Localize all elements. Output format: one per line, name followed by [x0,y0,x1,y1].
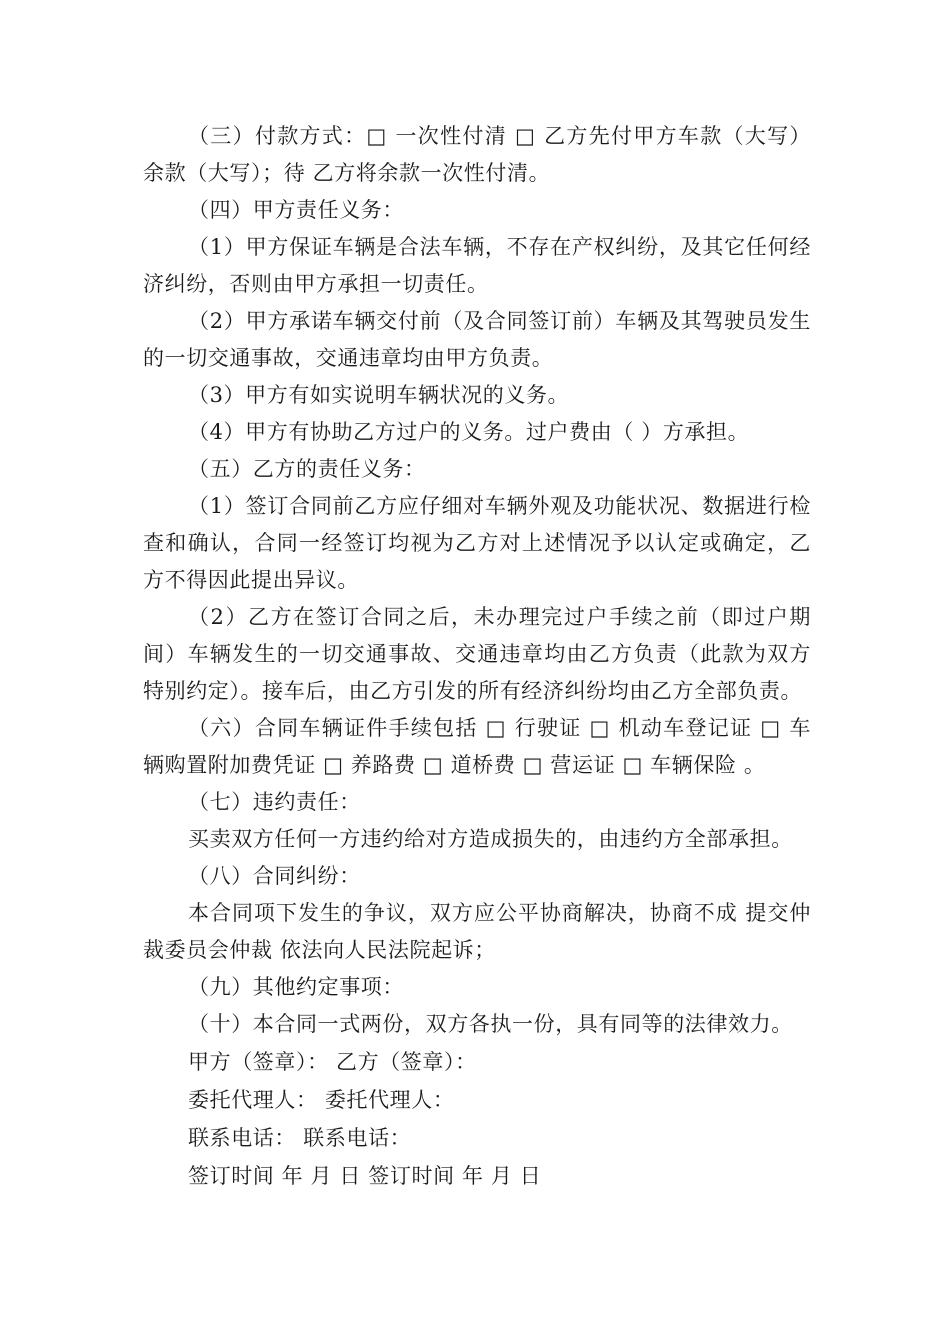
clause-party-a-item-4: （4）甲方有协助乙方过户的义务。过户费由（ ）方承担。 [188,420,750,444]
clause-party-b-item-1: （1）签订合同前乙方应仔细对车辆外观及功能状况、数据进行检查和确认，合同一经签订均视为乙方对上述情况予以认定或确定，乙方不得因此提出异议。 [143,494,811,592]
clause-dispute-text: 本合同项下发生的争议，双方应公平协商解决，协商不成 提交仲裁委员会仲裁 依法向人民法院起诉； [143,901,811,962]
signature-date-line: 签订时间 年 月 日 签订时间 年 月 日 [188,1164,542,1188]
signature-party-line: 甲方（签章）： 乙方（签章）： [188,1050,477,1074]
clause-copies: （十）本合同一式两份，双方各执一份，具有同等的法律效力。 [188,1012,793,1036]
signature-phone-line: 联系电话： 联系电话： [188,1126,412,1150]
clause-vehicle-documents: （六）合同车辆证件手续包括 □ 行驶证 □ 机动车登记证 □ 车辆购置附加费凭证 □ 养路费 □ 道桥费 □ 营运证 □ 车辆保险 。 [143,716,811,777]
clause-party-b-item-2: （2）乙方在签订合同之后，未办理完过户手续之前（即过户期间）车辆发生的一切交通事故、交通违章均由乙方负责（此款为双方特别约定）。接车后，由乙方引发的所有经济纠纷均由乙方全部负责。 [143,605,811,703]
clause-dispute-heading: （八）合同纠纷： [188,864,361,888]
clause-payment-method: （三）付款方式：□ 一次性付清 □ 乙方先付甲方车款（大写） 余款（大写）；待 乙方将余款一次性付清。 [143,124,811,185]
clause-party-a-item-3: （3）甲方有如实说明车辆状况的义务。 [188,383,570,407]
clause-breach-heading: （七）违约责任： [188,790,361,814]
clause-party-a-item-1: （1）甲方保证车辆是合法车辆，不存在产权纠纷，及其它任何经济纠纷，否则由甲方承担一切责任。 [143,235,811,296]
clause-other-matters: （九）其他约定事项： [188,975,404,999]
clause-breach-text: 买卖双方任何一方违约给对方造成损失的，由违约方全部承担。 [188,827,793,851]
clause-party-a-heading: （四）甲方责任义务： [188,198,404,222]
signature-agent-line: 委托代理人： 委托代理人： [188,1088,455,1112]
contract-page [143,118,811,1195]
signature-block [143,1043,811,1195]
clause-party-b-heading: （五）乙方的责任义务： [188,457,426,481]
clause-party-a-item-2: （2）甲方承诺车辆交付前（及合同签订前）车辆及其驾驶员发生的一切交通事故，交通违章均由甲方负责。 [143,309,811,370]
